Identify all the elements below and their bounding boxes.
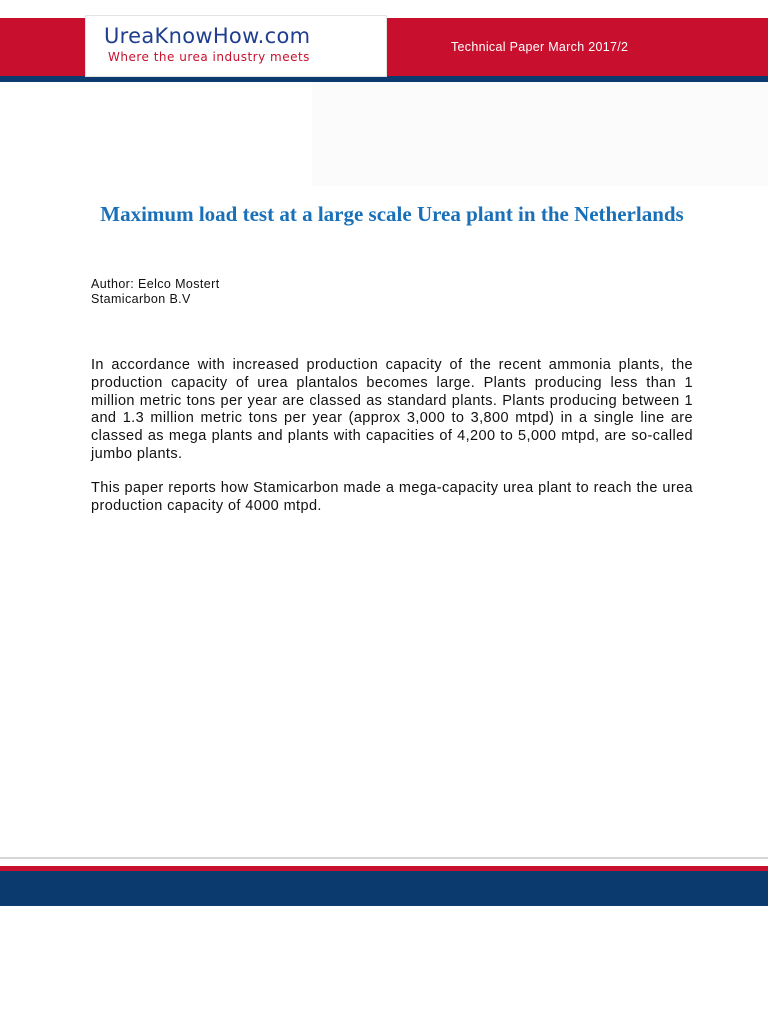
paragraph-intro: In accordance with increased production capacity of the recent ammonia plants, the production capacity of urea plantalos becomes large. Plants producing less than 1 million metric tons per year are classed as standard plants. Plants producing between 1 and 1.3 million metric tons per year (approx 3,000 to 3,800 mtpd) in a single line are classed as mega plants and plants with capacities of 4,200 to 5,000 mtpd, are so-called jumbo plants. bbox=[91, 357, 693, 462]
logo-title: UreaKnowHow.com bbox=[104, 24, 311, 48]
paragraph-summary: This paper reports how Stamicarbon made a mega-capacity urea plant to reach the urea production capacity of 4000 mtpd. bbox=[91, 480, 693, 514]
footer-divider bbox=[0, 857, 768, 859]
logo-tagline: Where the urea industry meets bbox=[108, 50, 310, 64]
header-shadow-panel bbox=[312, 82, 768, 186]
document-title: Maximum load test at a large scale Urea plant in the Netherlands bbox=[100, 202, 684, 226]
author-name: Author: Eelco Mostert bbox=[91, 277, 220, 291]
author-block bbox=[91, 277, 220, 307]
logo bbox=[86, 16, 386, 76]
footer-blue-band bbox=[0, 871, 768, 906]
paper-date-label: Technical Paper March 2017/2 bbox=[451, 40, 629, 54]
author-affiliation: Stamicarbon B.V bbox=[91, 292, 191, 306]
